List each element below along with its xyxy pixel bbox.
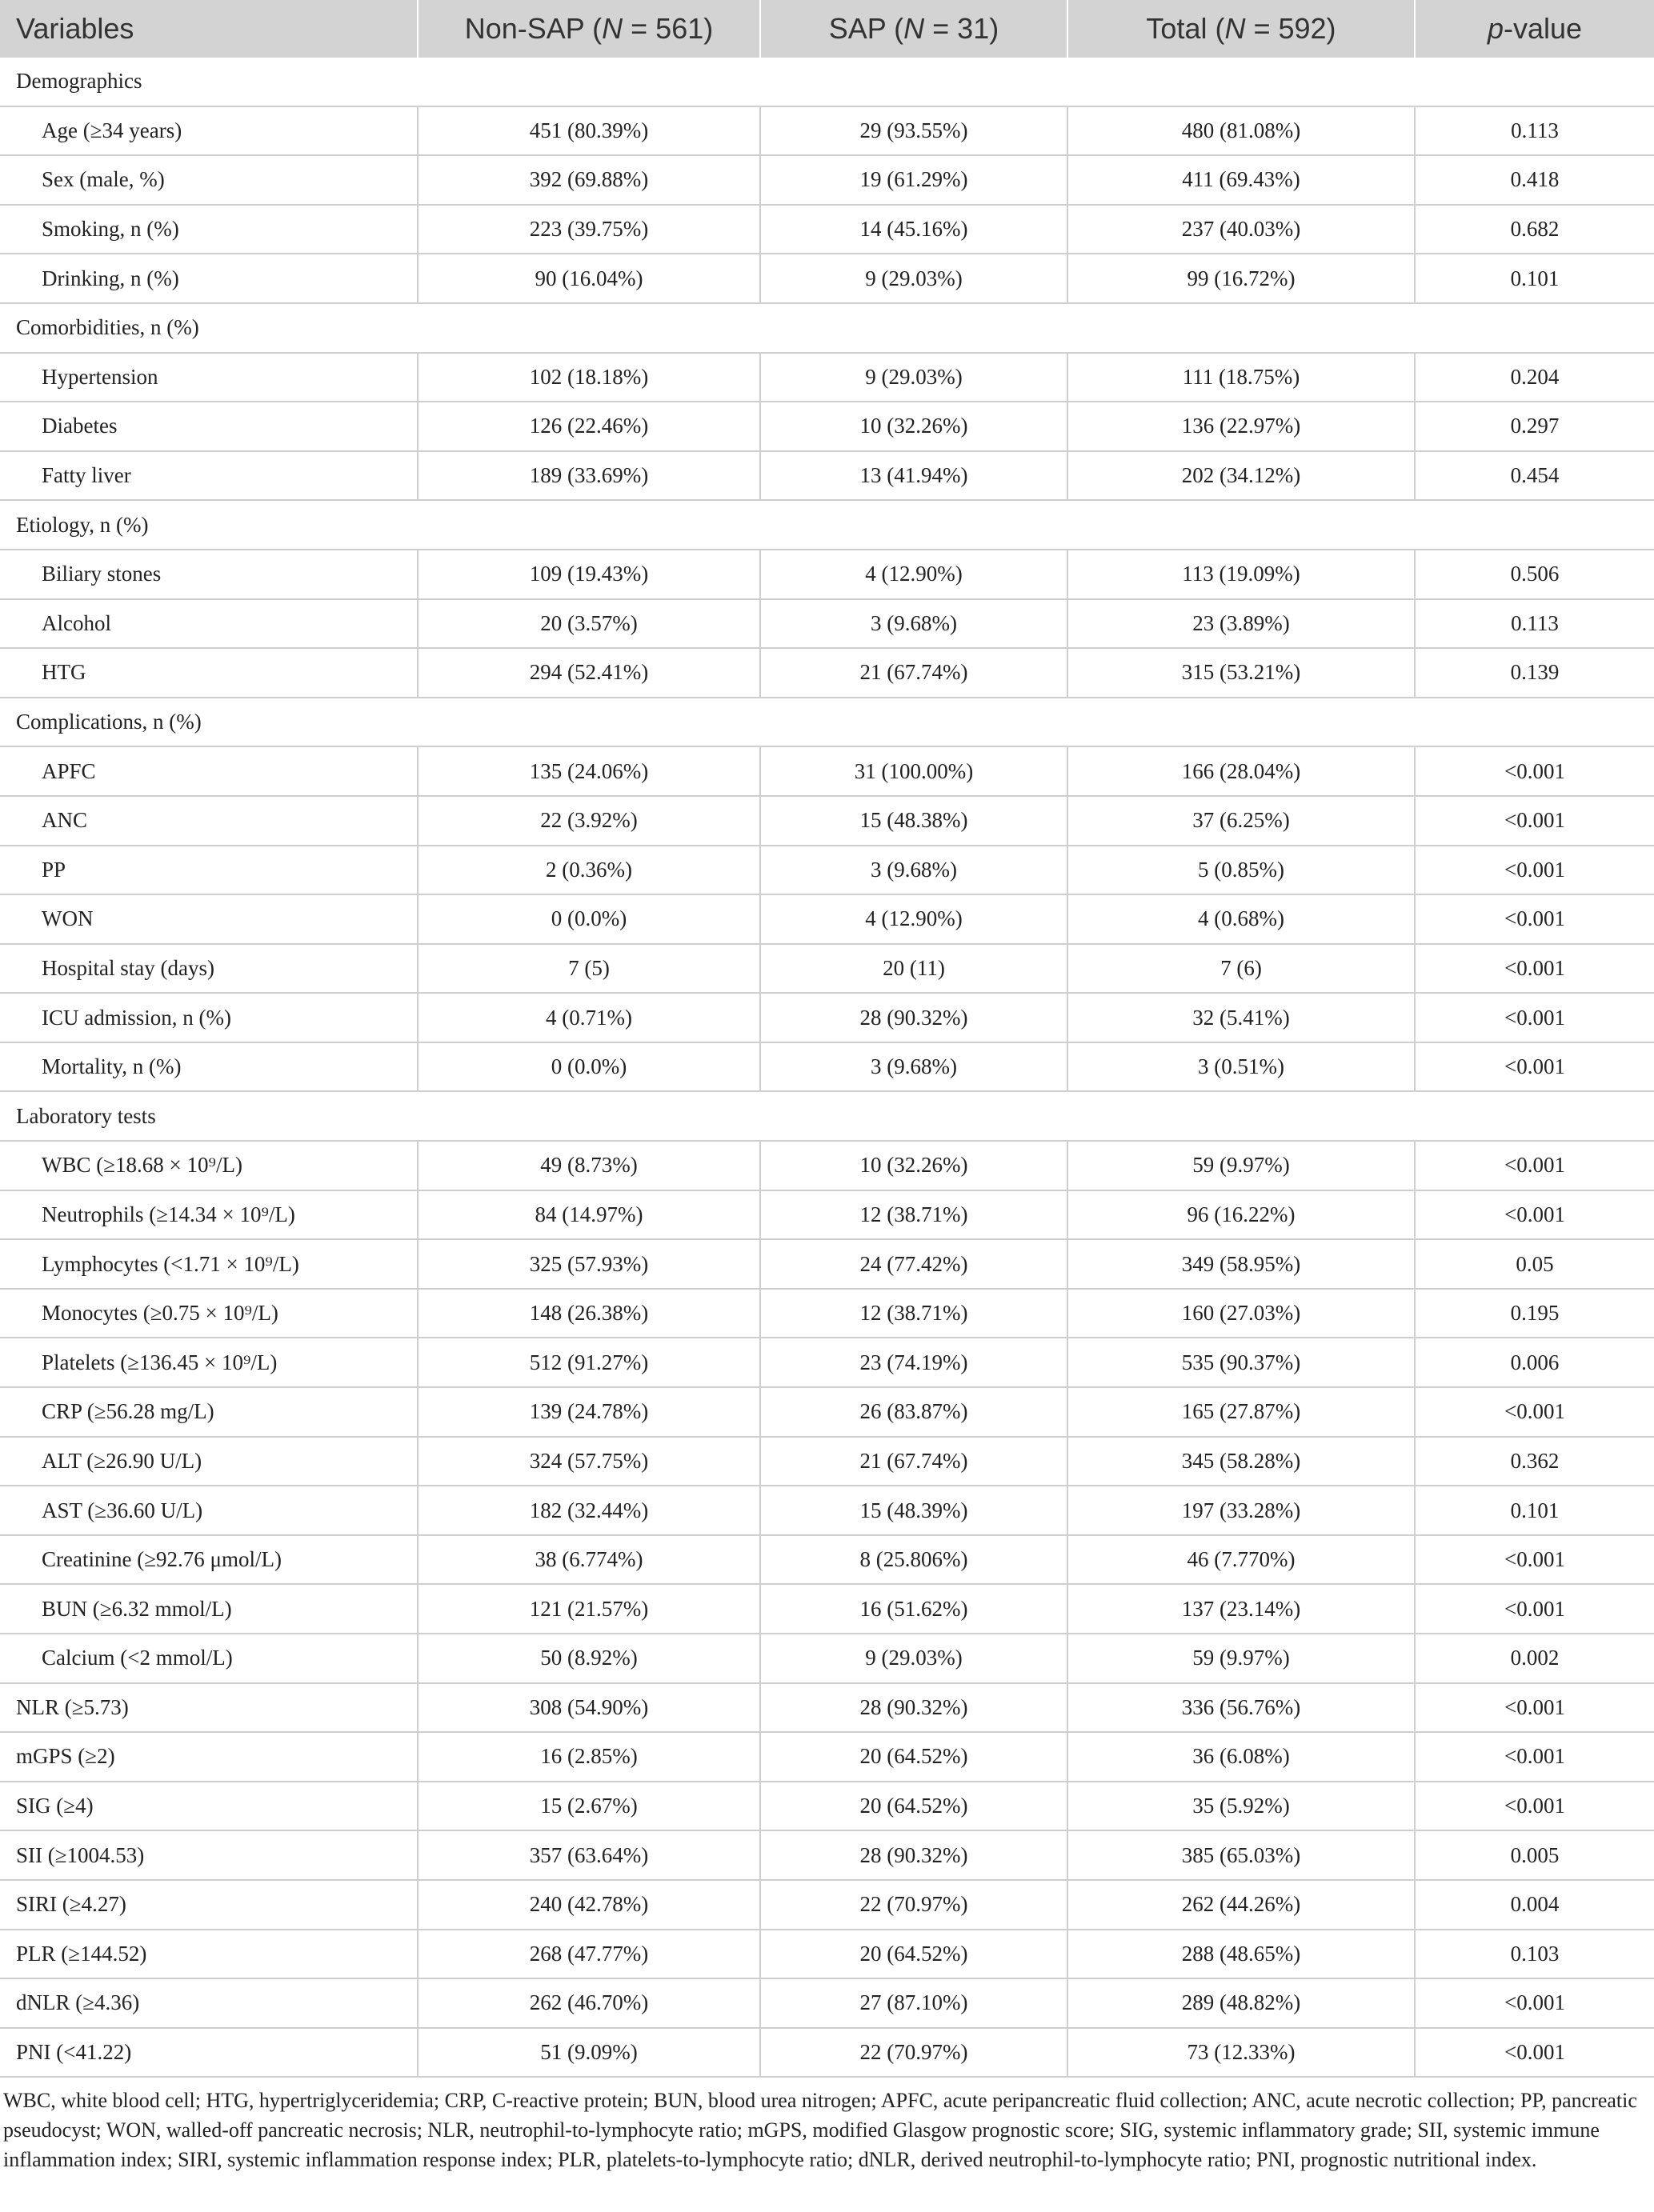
- sap-cell: 14 (45.16%): [760, 205, 1067, 254]
- variable-cell: SIRI (≥4.27): [0, 1880, 418, 1930]
- total-cell: 59 (9.97%): [1067, 1141, 1415, 1190]
- non-sap-cell: 90 (16.04%): [418, 254, 760, 303]
- sap-cell: 21 (67.74%): [760, 1437, 1067, 1486]
- non-sap-cell: 20 (3.57%): [418, 599, 760, 649]
- variable-cell: Lymphocytes (<1.71 × 10⁹/L): [0, 1239, 418, 1289]
- section-row: [0, 500, 1654, 550]
- sap-cell: 10 (32.26%): [760, 1141, 1067, 1190]
- total-cell: 197 (33.28%): [1067, 1486, 1415, 1535]
- non-sap-cell: 4 (0.71%): [418, 993, 760, 1042]
- table-row: [0, 2028, 1654, 2078]
- variable-cell: Hospital stay (days): [0, 944, 418, 994]
- sap-cell: 9 (29.03%): [760, 254, 1067, 303]
- non-sap-cell: 392 (69.88%): [418, 155, 760, 205]
- table-row: [0, 353, 1654, 402]
- non-sap-cell: 325 (57.93%): [418, 1239, 760, 1289]
- variable-cell: CRP (≥56.28 mg/L): [0, 1387, 418, 1437]
- header-variables: Variables: [0, 0, 418, 58]
- non-sap-cell: 2 (0.36%): [418, 846, 760, 895]
- table-row: [0, 1387, 1654, 1437]
- section-row: [0, 303, 1654, 353]
- p-value-cell: 0.454: [1415, 451, 1654, 501]
- section-label: Laboratory tests: [0, 1091, 1654, 1141]
- variable-cell: Alcohol: [0, 599, 418, 649]
- table-row: [0, 599, 1654, 649]
- table-row: [0, 1978, 1654, 2028]
- sap-cell: 3 (9.68%): [760, 599, 1067, 649]
- variable-cell: PNI (<41.22): [0, 2028, 418, 2078]
- p-value-cell: 0.362: [1415, 1437, 1654, 1486]
- non-sap-cell: 223 (39.75%): [418, 205, 760, 254]
- table-row: [0, 1141, 1654, 1190]
- sap-cell: 3 (9.68%): [760, 1042, 1067, 1092]
- variable-cell: WBC (≥18.68 × 10⁹/L): [0, 1141, 418, 1190]
- p-value-cell: 0.682: [1415, 205, 1654, 254]
- non-sap-cell: 451 (80.39%): [418, 106, 760, 156]
- total-cell: 59 (9.97%): [1067, 1634, 1415, 1683]
- total-cell: 4 (0.68%): [1067, 894, 1415, 944]
- sap-cell: 20 (64.52%): [760, 1732, 1067, 1782]
- table-row: [0, 1042, 1654, 1092]
- p-value-cell: 0.297: [1415, 402, 1654, 451]
- table-row: [0, 106, 1654, 156]
- non-sap-cell: 182 (32.44%): [418, 1486, 760, 1535]
- p-value-cell: <0.001: [1415, 944, 1654, 994]
- p-value-cell: <0.001: [1415, 846, 1654, 895]
- p-value-cell: <0.001: [1415, 1732, 1654, 1782]
- variable-cell: Biliary stones: [0, 550, 418, 599]
- total-cell: 37 (6.25%): [1067, 796, 1415, 846]
- non-sap-cell: 240 (42.78%): [418, 1880, 760, 1930]
- variable-cell: AST (≥36.60 U/L): [0, 1486, 418, 1535]
- variable-cell: NLR (≥5.73): [0, 1683, 418, 1733]
- sap-cell: 15 (48.38%): [760, 796, 1067, 846]
- sap-cell: 22 (70.97%): [760, 2028, 1067, 2078]
- section-label: Comorbidities, n (%): [0, 303, 1654, 353]
- sap-cell: 26 (83.87%): [760, 1387, 1067, 1437]
- total-cell: 46 (7.770%): [1067, 1535, 1415, 1585]
- sap-cell: 20 (64.52%): [760, 1782, 1067, 1831]
- p-value-cell: 0.113: [1415, 599, 1654, 649]
- header-sap: SAP (N = 31): [760, 0, 1067, 58]
- non-sap-cell: 16 (2.85%): [418, 1732, 760, 1782]
- total-cell: 160 (27.03%): [1067, 1289, 1415, 1338]
- table-row: [0, 550, 1654, 599]
- sap-cell: 16 (51.62%): [760, 1584, 1067, 1634]
- sap-cell: 15 (48.39%): [760, 1486, 1067, 1535]
- table-row: [0, 1535, 1654, 1585]
- p-value-cell: 0.113: [1415, 106, 1654, 156]
- non-sap-cell: 135 (24.06%): [418, 746, 760, 796]
- sap-cell: 12 (38.71%): [760, 1289, 1067, 1338]
- variable-cell: ALT (≥26.90 U/L): [0, 1437, 418, 1486]
- non-sap-cell: 51 (9.09%): [418, 2028, 760, 2078]
- variable-cell: ANC: [0, 796, 418, 846]
- p-value-cell: <0.001: [1415, 1535, 1654, 1585]
- non-sap-cell: 121 (21.57%): [418, 1584, 760, 1634]
- sap-cell: 31 (100.00%): [760, 746, 1067, 796]
- variable-cell: Sex (male, %): [0, 155, 418, 205]
- p-value-cell: <0.001: [1415, 1683, 1654, 1733]
- sap-cell: 4 (12.90%): [760, 550, 1067, 599]
- p-value-cell: <0.001: [1415, 1782, 1654, 1831]
- variable-cell: WON: [0, 894, 418, 944]
- variable-cell: APFC: [0, 746, 418, 796]
- sap-cell: 19 (61.29%): [760, 155, 1067, 205]
- sap-cell: 28 (90.32%): [760, 1830, 1067, 1880]
- p-value-cell: <0.001: [1415, 993, 1654, 1042]
- non-sap-cell: 0 (0.0%): [418, 894, 760, 944]
- table-row: [0, 944, 1654, 994]
- sap-cell: 21 (67.74%): [760, 648, 1067, 698]
- sap-cell: 3 (9.68%): [760, 846, 1067, 895]
- non-sap-cell: 102 (18.18%): [418, 353, 760, 402]
- variable-cell: mGPS (≥2): [0, 1732, 418, 1782]
- variable-cell: Monocytes (≥0.75 × 10⁹/L): [0, 1289, 418, 1338]
- p-value-cell: <0.001: [1415, 1190, 1654, 1240]
- section-row: [0, 58, 1654, 106]
- sap-cell: 29 (93.55%): [760, 106, 1067, 156]
- table-footnote: WBC, white blood cell; HTG, hypertriglyceridemia; CRP, C-reactive protein; BUN, blood urea nitrogen; APFC, acute peripancreatic fluid collection; ANC, acute necrotic collection; PP, pancreatic pseudocyst; WON, walled-off pancreatic necrosis; NLR, neutrophil-to-lymphocyte ratio; mGPS, modified Glasgow prognostic score; SIG, systemic inflammatory grade; SII, systemic immune inflammation index; SIRI, systemic inflammation response index; PLR, platelets-to-lymphocyte ratio; dNLR, derived neutrophil-to-lymphocyte ratio; PNI, prognostic nutritional index.: [3, 2089, 1637, 2172]
- total-cell: 411 (69.43%): [1067, 155, 1415, 205]
- table-row: [0, 648, 1654, 698]
- sap-cell: 9 (29.03%): [760, 353, 1067, 402]
- p-value-cell: 0.195: [1415, 1289, 1654, 1338]
- sap-cell: 23 (74.19%): [760, 1338, 1067, 1387]
- table-row: [0, 205, 1654, 254]
- p-value-cell: <0.001: [1415, 1387, 1654, 1437]
- total-cell: 5 (0.85%): [1067, 846, 1415, 895]
- variable-cell: ICU admission, n (%): [0, 993, 418, 1042]
- table-row: [0, 993, 1654, 1042]
- non-sap-cell: 294 (52.41%): [418, 648, 760, 698]
- table-row: [0, 1239, 1654, 1289]
- p-value-cell: 0.204: [1415, 353, 1654, 402]
- non-sap-cell: 49 (8.73%): [418, 1141, 760, 1190]
- non-sap-cell: 357 (63.64%): [418, 1830, 760, 1880]
- p-value-cell: 0.139: [1415, 648, 1654, 698]
- non-sap-cell: 512 (91.27%): [418, 1338, 760, 1387]
- sap-cell: 22 (70.97%): [760, 1880, 1067, 1930]
- table-row: [0, 796, 1654, 846]
- total-cell: 315 (53.21%): [1067, 648, 1415, 698]
- total-cell: 96 (16.22%): [1067, 1190, 1415, 1240]
- header-non-sap: Non-SAP (N = 561): [418, 0, 760, 58]
- section-row: [0, 698, 1654, 747]
- section-label: Etiology, n (%): [0, 500, 1654, 550]
- sap-cell: 20 (11): [760, 944, 1067, 994]
- table-row: [0, 1584, 1654, 1634]
- total-cell: 480 (81.08%): [1067, 106, 1415, 156]
- non-sap-cell: 308 (54.90%): [418, 1683, 760, 1733]
- p-value-cell: 0.006: [1415, 1338, 1654, 1387]
- variable-cell: SIG (≥4): [0, 1782, 418, 1831]
- non-sap-cell: 324 (57.75%): [418, 1437, 760, 1486]
- total-cell: 288 (48.65%): [1067, 1930, 1415, 1979]
- p-value-cell: <0.001: [1415, 1042, 1654, 1092]
- p-value-cell: 0.005: [1415, 1830, 1654, 1880]
- sap-cell: 4 (12.90%): [760, 894, 1067, 944]
- non-sap-cell: 50 (8.92%): [418, 1634, 760, 1683]
- total-cell: 237 (40.03%): [1067, 205, 1415, 254]
- variable-cell: dNLR (≥4.36): [0, 1978, 418, 2028]
- p-value-cell: <0.001: [1415, 746, 1654, 796]
- variable-cell: Fatty liver: [0, 451, 418, 501]
- table-row: [0, 1732, 1654, 1782]
- table-row: [0, 746, 1654, 796]
- non-sap-cell: 262 (46.70%): [418, 1978, 760, 2028]
- p-value-cell: 0.103: [1415, 1930, 1654, 1979]
- table-row: [0, 1338, 1654, 1387]
- variable-cell: Neutrophils (≥14.34 × 10⁹/L): [0, 1190, 418, 1240]
- table-row: [0, 1437, 1654, 1486]
- table-row: [0, 1634, 1654, 1683]
- variable-cell: Calcium (<2 mmol/L): [0, 1634, 418, 1683]
- table-body: [0, 58, 1654, 2077]
- sap-cell: 28 (90.32%): [760, 993, 1067, 1042]
- non-sap-cell: 189 (33.69%): [418, 451, 760, 501]
- p-value-cell: 0.418: [1415, 155, 1654, 205]
- variable-cell: BUN (≥6.32 mmol/L): [0, 1584, 418, 1634]
- p-value-cell: 0.101: [1415, 1486, 1654, 1535]
- table-row: [0, 1190, 1654, 1240]
- total-cell: 262 (44.26%): [1067, 1880, 1415, 1930]
- total-cell: 7 (6): [1067, 944, 1415, 994]
- total-cell: 336 (56.76%): [1067, 1683, 1415, 1733]
- total-cell: 349 (58.95%): [1067, 1239, 1415, 1289]
- non-sap-cell: 22 (3.92%): [418, 796, 760, 846]
- total-cell: 113 (19.09%): [1067, 550, 1415, 599]
- variable-cell: Creatinine (≥92.76 μmol/L): [0, 1535, 418, 1585]
- total-cell: 202 (34.12%): [1067, 451, 1415, 501]
- p-value-cell: 0.05: [1415, 1239, 1654, 1289]
- p-value-cell: <0.001: [1415, 1584, 1654, 1634]
- table-row: [0, 1830, 1654, 1880]
- non-sap-cell: 268 (47.77%): [418, 1930, 760, 1979]
- sap-cell: 28 (90.32%): [760, 1683, 1067, 1733]
- total-cell: 385 (65.03%): [1067, 1830, 1415, 1880]
- total-cell: 73 (12.33%): [1067, 2028, 1415, 2078]
- p-value-cell: <0.001: [1415, 1978, 1654, 2028]
- total-cell: 99 (16.72%): [1067, 254, 1415, 303]
- p-value-cell: <0.001: [1415, 2028, 1654, 2078]
- sap-cell: 8 (25.806%): [760, 1535, 1067, 1585]
- sap-cell: 12 (38.71%): [760, 1190, 1067, 1240]
- table-row: [0, 1880, 1654, 1930]
- total-cell: 35 (5.92%): [1067, 1782, 1415, 1831]
- non-sap-cell: 126 (22.46%): [418, 402, 760, 451]
- sap-cell: 9 (29.03%): [760, 1634, 1067, 1683]
- non-sap-cell: 148 (26.38%): [418, 1289, 760, 1338]
- table-row: [0, 894, 1654, 944]
- table-row: [0, 254, 1654, 303]
- header-p-value: p-value: [1415, 0, 1654, 58]
- sap-cell: 24 (77.42%): [760, 1239, 1067, 1289]
- header-total: Total (N = 592): [1067, 0, 1415, 58]
- total-cell: 111 (18.75%): [1067, 353, 1415, 402]
- variable-cell: SII (≥1004.53): [0, 1830, 418, 1880]
- section-label: Complications, n (%): [0, 698, 1654, 747]
- p-value-cell: <0.001: [1415, 1141, 1654, 1190]
- variable-cell: PLR (≥144.52): [0, 1930, 418, 1979]
- non-sap-cell: 109 (19.43%): [418, 550, 760, 599]
- table-header: [0, 0, 1654, 58]
- p-value-cell: 0.506: [1415, 550, 1654, 599]
- non-sap-cell: 15 (2.67%): [418, 1782, 760, 1831]
- total-cell: 137 (23.14%): [1067, 1584, 1415, 1634]
- variable-cell: Drinking, n (%): [0, 254, 418, 303]
- non-sap-cell: 38 (6.774%): [418, 1535, 760, 1585]
- p-value-cell: 0.101: [1415, 254, 1654, 303]
- total-cell: 136 (22.97%): [1067, 402, 1415, 451]
- sap-cell: 27 (87.10%): [760, 1978, 1067, 2028]
- table-row: [0, 1930, 1654, 1979]
- p-value-cell: <0.001: [1415, 894, 1654, 944]
- table-row: [0, 451, 1654, 501]
- non-sap-cell: 139 (24.78%): [418, 1387, 760, 1437]
- table-row: [0, 402, 1654, 451]
- variable-cell: PP: [0, 846, 418, 895]
- sap-cell: 20 (64.52%): [760, 1930, 1067, 1979]
- non-sap-cell: 0 (0.0%): [418, 1042, 760, 1092]
- table-row: [0, 846, 1654, 895]
- total-cell: 3 (0.51%): [1067, 1042, 1415, 1092]
- sap-cell: 13 (41.94%): [760, 451, 1067, 501]
- table-row: [0, 1289, 1654, 1338]
- total-cell: 166 (28.04%): [1067, 746, 1415, 796]
- total-cell: 289 (48.82%): [1067, 1978, 1415, 2028]
- sap-cell: 10 (32.26%): [760, 402, 1067, 451]
- total-cell: 32 (5.41%): [1067, 993, 1415, 1042]
- table-row: [0, 1782, 1654, 1831]
- p-value-cell: 0.002: [1415, 1634, 1654, 1683]
- total-cell: 23 (3.89%): [1067, 599, 1415, 649]
- p-value-cell: <0.001: [1415, 796, 1654, 846]
- total-cell: 535 (90.37%): [1067, 1338, 1415, 1387]
- non-sap-cell: 7 (5): [418, 944, 760, 994]
- variable-cell: Smoking, n (%): [0, 205, 418, 254]
- variable-cell: HTG: [0, 648, 418, 698]
- variable-cell: Platelets (≥136.45 × 10⁹/L): [0, 1338, 418, 1387]
- variable-cell: Hypertension: [0, 353, 418, 402]
- section-label: Demographics: [0, 58, 1654, 106]
- total-cell: 36 (6.08%): [1067, 1732, 1415, 1782]
- table-row: [0, 1486, 1654, 1535]
- total-cell: 345 (58.28%): [1067, 1437, 1415, 1486]
- total-cell: 165 (27.87%): [1067, 1387, 1415, 1437]
- p-value-cell: 0.004: [1415, 1880, 1654, 1930]
- variable-cell: Mortality, n (%): [0, 1042, 418, 1092]
- table-row: [0, 1683, 1654, 1733]
- variable-cell: Age (≥34 years): [0, 106, 418, 156]
- non-sap-cell: 84 (14.97%): [418, 1190, 760, 1240]
- table-row: [0, 155, 1654, 205]
- section-row: [0, 1091, 1654, 1141]
- variable-cell: Diabetes: [0, 402, 418, 451]
